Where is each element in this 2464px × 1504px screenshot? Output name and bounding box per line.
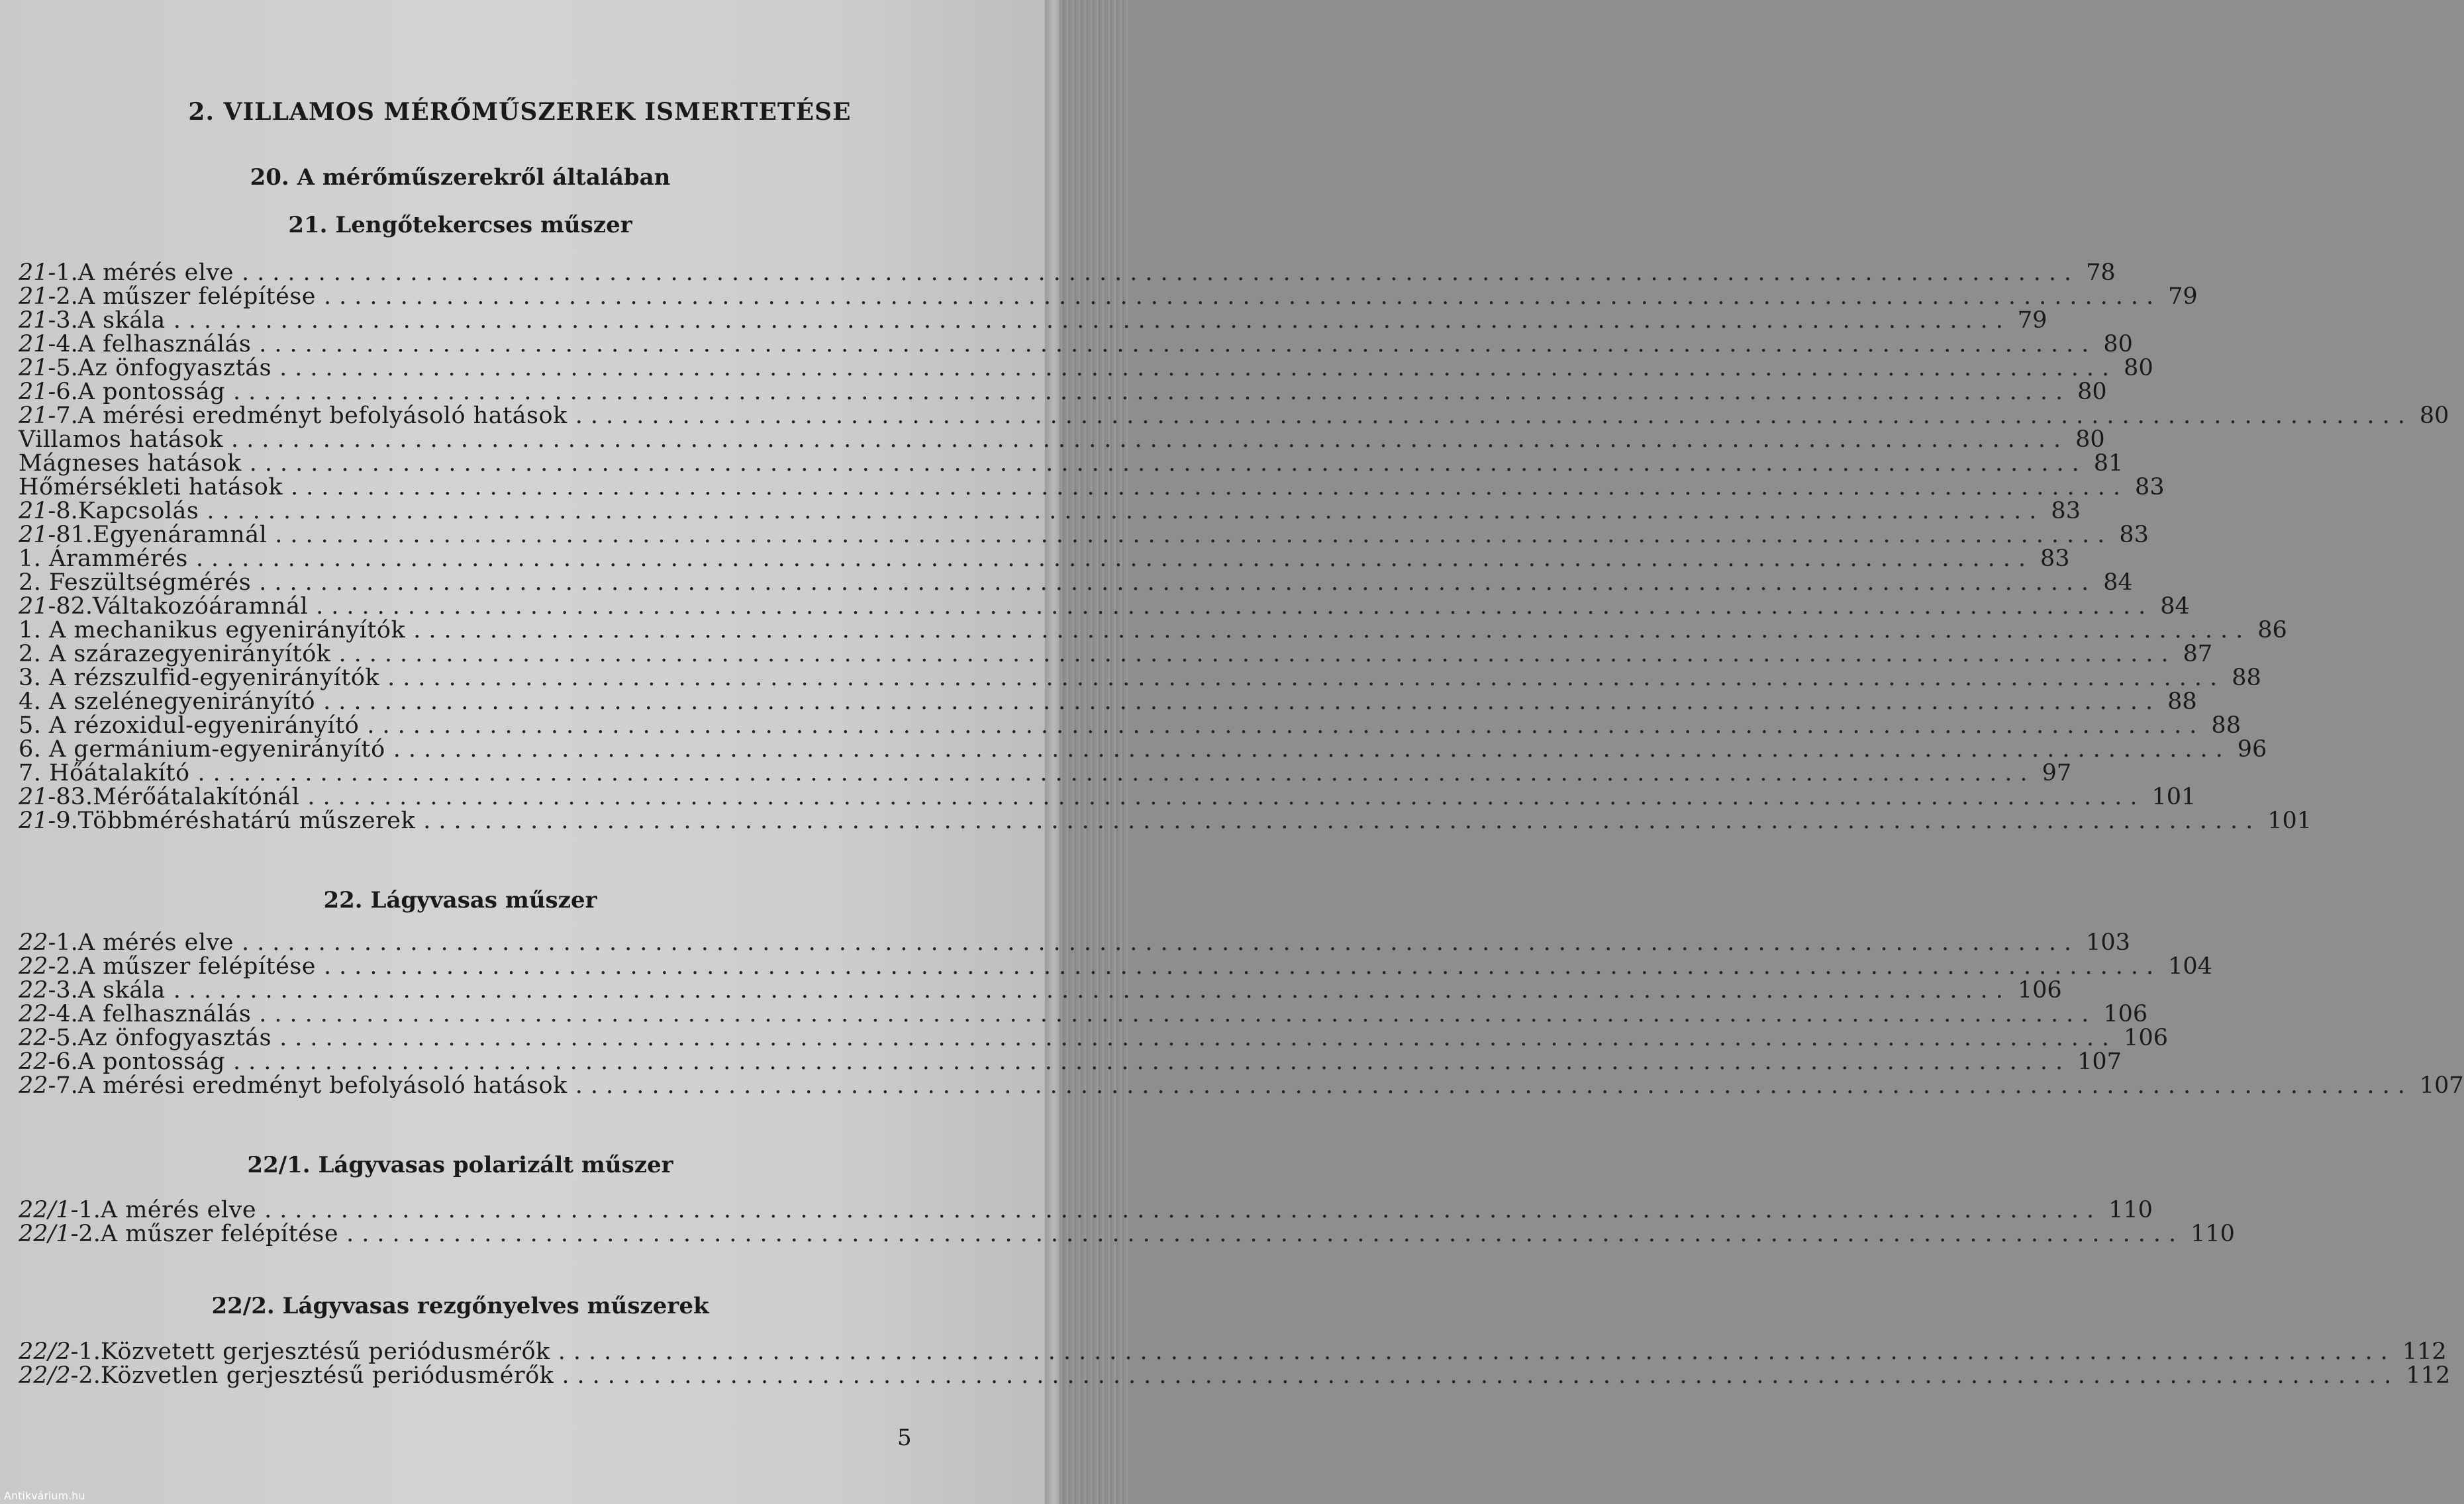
entry-page-number: 83 <box>2040 545 2070 572</box>
toc-entry <box>19 1362 2451 1389</box>
entry-page-number: 107 <box>2077 1049 2122 1075</box>
entry-title: A műszer felépítése <box>77 283 317 310</box>
toc-entry <box>19 1197 2153 1223</box>
dot-leader: ........................................................................................................................ <box>307 784 2145 810</box>
entry-title: Az önfogyasztás <box>77 355 272 381</box>
toc-entry <box>19 712 2241 739</box>
entry-title: Közvetlen gerjesztésű periódusmérők <box>100 1362 554 1389</box>
toc-entry <box>19 929 2130 956</box>
section-title: 22/1. Lágyvasas polarizált műszer <box>247 1152 673 1178</box>
entry-title: 2. Feszültségmérés <box>19 569 252 596</box>
toc-entry <box>19 641 2213 667</box>
entry-page-number: 101 <box>2151 784 2196 810</box>
chapter-title: 2. VILLAMOS MÉRŐMŰSZEREK ISMERTETÉSE <box>188 98 852 126</box>
dot-leader: ........................................................................................................................ <box>242 929 2080 956</box>
section-title: 21. Lengőtekercses műszer <box>288 212 632 238</box>
entry-page-number: 84 <box>2160 593 2190 620</box>
dot-leader: ........................................................................................................................ <box>259 1001 2097 1027</box>
entry-number: 21-8. <box>19 498 78 524</box>
entry-page-number: 107 <box>2419 1072 2464 1099</box>
toc-entry <box>19 426 2105 453</box>
entry-page-number: 79 <box>2168 283 2198 310</box>
dot-leader: ........................................................................................................................ <box>279 355 2118 381</box>
toc-entry <box>19 977 2062 1004</box>
entry-number: 21-9. <box>19 808 78 834</box>
entry-title: 2. A szárazegyenirányítók <box>19 641 331 667</box>
dot-leader: ........................................................................................................................ <box>279 1025 2118 1051</box>
dot-leader: ........................................................................................................................ <box>207 498 2045 524</box>
dot-leader: ........................................................................................................................ <box>387 665 2226 691</box>
entry-title: A felhasználás <box>77 331 252 357</box>
toc-entry <box>19 522 2149 548</box>
entry-page-number: 112 <box>2402 1339 2447 1365</box>
entry-page-number: 80 <box>2075 426 2105 453</box>
dot-leader: ........................................................................................................................ <box>324 283 2162 310</box>
dot-leader: ........................................................................................................................ <box>324 953 2162 980</box>
entry-number: 21-82. <box>19 593 93 620</box>
entry-title: 4. A szelénegyenirányító <box>19 688 316 715</box>
dot-leader: ........................................................................................................................ <box>558 1339 2396 1365</box>
entry-title: A mérés elve <box>77 259 234 286</box>
toc-entry <box>19 688 2197 715</box>
toc-entry <box>19 760 2072 786</box>
toc-entry <box>19 402 2449 429</box>
entry-number: 22-7. <box>19 1072 78 1099</box>
entry-number: 22-3. <box>19 977 78 1004</box>
dot-leader: ........................................................................................................................ <box>173 307 2011 334</box>
toc-entry <box>19 379 2107 405</box>
entry-title: A mérés elve <box>77 929 234 956</box>
entry-number: 21-6. <box>19 379 78 405</box>
entry-title: Váltakozóáramnál <box>93 593 309 620</box>
dot-leader: ........................................................................................................................ <box>413 617 2251 643</box>
toc-entry <box>19 617 2287 643</box>
entry-number: 22/2-2. <box>19 1362 101 1389</box>
entry-title: Villamos hatások <box>19 426 224 453</box>
toc-entry <box>19 569 2133 596</box>
toc-entry <box>19 784 2196 810</box>
entry-title: Egyenáramnál <box>93 522 268 548</box>
entry-title: 3. A rézszulfid-egyenirányítók <box>19 665 380 691</box>
dot-leader: ........................................................................................................................ <box>242 259 2080 286</box>
toc-entry <box>19 736 2267 763</box>
toc-entry <box>19 593 2190 620</box>
entry-number: 21-81. <box>19 522 93 548</box>
toc-entry <box>19 1072 2464 1099</box>
entry-number: 22/2-1. <box>19 1339 101 1365</box>
dot-leader: ........................................................................................................................ <box>316 593 2154 620</box>
toc-entry <box>19 665 2261 691</box>
entry-number: 22/1-1. <box>19 1197 101 1223</box>
entry-number: 21-5. <box>19 355 78 381</box>
entry-page-number: 110 <box>2191 1221 2235 1247</box>
toc-entry <box>19 307 2047 334</box>
dot-leader: ........................................................................................................................ <box>249 450 2087 477</box>
entry-title: A felhasználás <box>77 1001 252 1027</box>
entry-title: Mérőátalakítónál <box>93 784 300 810</box>
dot-leader: ........................................................................................................................ <box>323 688 2161 715</box>
entry-number: 21-4. <box>19 331 78 357</box>
entry-page-number: 104 <box>2168 953 2212 980</box>
entry-page-number: 87 <box>2183 641 2213 667</box>
toc-entry <box>19 545 2070 572</box>
dot-leader: ........................................................................................................................ <box>562 1362 2400 1389</box>
entry-page-number: 80 <box>2077 379 2107 405</box>
entry-page-number: 78 <box>2086 259 2116 286</box>
entry-number: 22/1-2. <box>19 1221 101 1247</box>
section-title: 22/2. Lágyvasas rezgőnyelves műszerek <box>211 1293 709 1319</box>
entry-title: 6. A germánium-egyenirányító <box>19 736 385 763</box>
toc-entry <box>19 1339 2447 1365</box>
dot-leader: ........................................................................................................................ <box>275 522 2113 548</box>
dot-leader: ........................................................................................................................ <box>423 808 2261 834</box>
dot-leader: ........................................................................................................................ <box>197 760 2036 786</box>
entry-title: 1. A mechanikus egyenirányítók <box>19 617 406 643</box>
entry-page-number: 88 <box>2232 665 2261 691</box>
dot-leader: ........................................................................................................................ <box>367 712 2205 739</box>
dot-leader: ........................................................................................................................ <box>259 331 2097 357</box>
toc-entry <box>19 259 2116 286</box>
dot-leader: ........................................................................................................................ <box>346 1221 2185 1247</box>
entry-title: 1. Árammérés <box>19 545 188 572</box>
entry-title: Az önfogyasztás <box>77 1025 272 1051</box>
entry-title: Hőmérsékleti hatások <box>19 474 283 500</box>
entry-page-number: 80 <box>2419 402 2449 429</box>
toc-entry <box>19 331 2133 357</box>
entry-title: A műszer felépítése <box>77 953 317 980</box>
entry-page-number: 80 <box>2124 355 2153 381</box>
toc-entry <box>19 283 2198 310</box>
entry-title: Mágneses hatások <box>19 450 242 477</box>
entry-title: Közvetett gerjesztésű periódusmérők <box>100 1339 550 1365</box>
entry-page-number: 81 <box>2093 450 2124 477</box>
entry-number: 21-1. <box>19 259 78 286</box>
dot-leader: ........................................................................................................................ <box>233 379 2071 405</box>
toc-entry <box>19 1001 2148 1027</box>
entry-number: 22-2. <box>19 953 78 980</box>
entry-page-number: 88 <box>2167 688 2197 715</box>
section-title: 22. Lágyvasas műszer <box>323 887 597 914</box>
entry-page-number: 86 <box>2257 617 2287 643</box>
entry-number: 21-2. <box>19 283 78 310</box>
entry-page-number: 106 <box>2103 1001 2148 1027</box>
entry-page-number: 83 <box>2051 498 2081 524</box>
entry-title: A pontosság <box>77 1049 226 1075</box>
entry-page-number: 83 <box>2119 522 2149 548</box>
entry-page-number: 79 <box>2017 307 2047 334</box>
page-number: 5 <box>897 1425 912 1451</box>
watermark: Antikvárium.hu <box>4 1489 85 1502</box>
entry-title: A skála <box>77 977 166 1004</box>
entry-title: 7. Hőátalakító <box>19 760 190 786</box>
entry-title: A pontosság <box>77 379 226 405</box>
dot-leader: ........................................................................................................................ <box>231 426 2069 453</box>
entry-page-number: 112 <box>2406 1362 2451 1389</box>
toc-entry <box>19 808 2312 834</box>
entry-page-number: 84 <box>2103 569 2133 596</box>
entry-number: 22-6. <box>19 1049 78 1075</box>
dot-leader: ........................................................................................................................ <box>195 545 2034 572</box>
dot-leader: ........................................................................................................................ <box>259 569 2097 596</box>
section-title: 20. A mérőműszerekről általában <box>250 164 671 191</box>
toc-entry <box>19 1025 2168 1051</box>
dot-leader: ........................................................................................................................ <box>264 1197 2102 1223</box>
entry-number: 22-4. <box>19 1001 78 1027</box>
entry-page-number: 103 <box>2086 929 2130 956</box>
dot-leader: ........................................................................................................................ <box>290 474 2129 500</box>
toc-entry <box>19 498 2081 524</box>
entry-number: 21-7. <box>19 402 78 429</box>
toc-entry <box>19 953 2212 980</box>
dot-leader: ........................................................................................................................ <box>233 1049 2071 1075</box>
toc-entry <box>19 355 2153 381</box>
dot-leader: ........................................................................................................................ <box>575 1072 2413 1099</box>
entry-title: Többméréshatárú műszerek <box>77 808 416 834</box>
entry-title: Kapcsolás <box>77 498 199 524</box>
entry-number: 22-1. <box>19 929 78 956</box>
toc-entry <box>19 474 2165 500</box>
entry-title: 5. A rézoxidul-egyenirányító <box>19 712 360 739</box>
entry-title: A mérési eredményt befolyásoló hatások <box>77 402 567 429</box>
entry-number: 21-3. <box>19 307 78 334</box>
toc-entry <box>19 1049 2122 1075</box>
entry-page-number: 101 <box>2267 808 2312 834</box>
dot-leader: ........................................................................................................................ <box>575 402 2413 429</box>
entry-title: A mérés elve <box>100 1197 257 1223</box>
entry-title: A műszer felépítése <box>100 1221 339 1247</box>
entry-page-number: 88 <box>2211 712 2241 739</box>
entry-page-number: 80 <box>2103 331 2133 357</box>
toc-entry <box>19 1221 2235 1247</box>
dot-leader: ........................................................................................................................ <box>393 736 2231 763</box>
entry-number: 21-83. <box>19 784 93 810</box>
entry-title: A skála <box>77 307 166 334</box>
toc-entry <box>19 450 2124 477</box>
entry-page-number: 110 <box>2108 1197 2153 1223</box>
entry-page-number: 106 <box>2124 1025 2168 1051</box>
entry-title: A mérési eredményt befolyásoló hatások <box>77 1072 567 1099</box>
dot-leader: ........................................................................................................................ <box>338 641 2177 667</box>
entry-page-number: 97 <box>2042 760 2072 786</box>
entry-page-number: 106 <box>2017 977 2062 1004</box>
dot-leader: ........................................................................................................................ <box>173 977 2011 1004</box>
entry-page-number: 83 <box>2135 474 2165 500</box>
entry-page-number: 96 <box>2237 736 2267 763</box>
entry-number: 22-5. <box>19 1025 78 1051</box>
